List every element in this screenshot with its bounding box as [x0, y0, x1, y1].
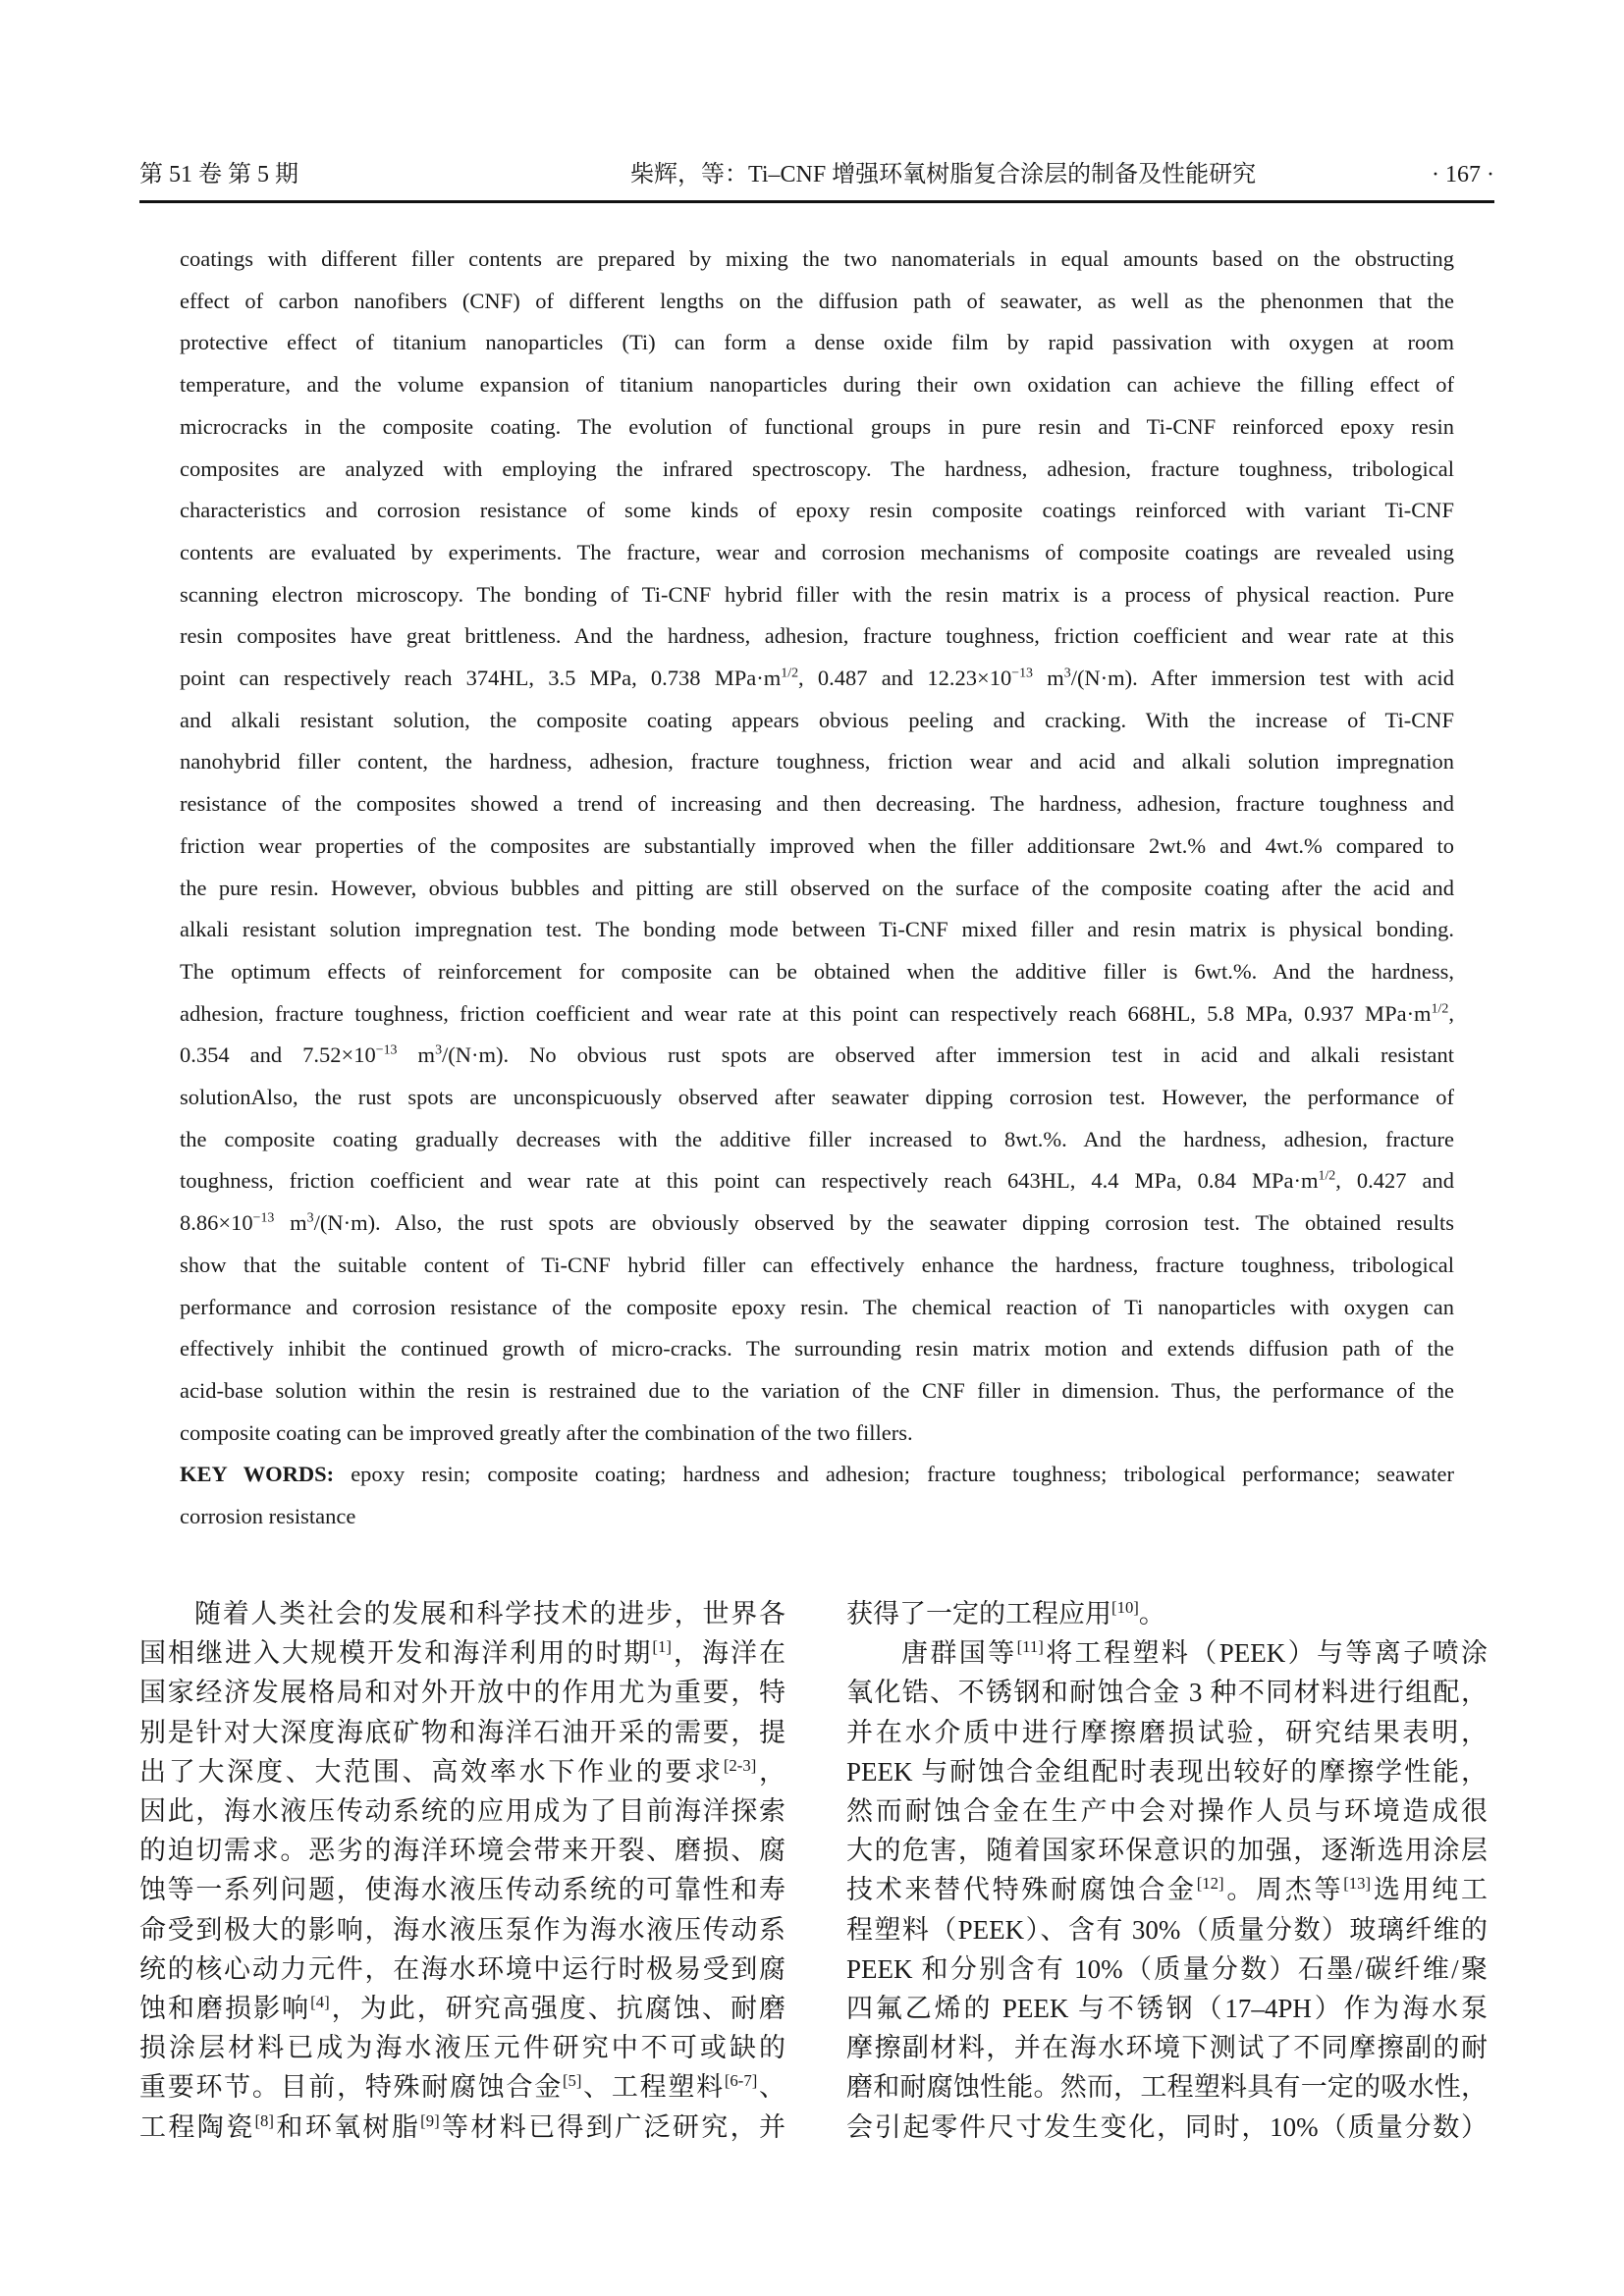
- text-segment: PEEK 与耐蚀合金组配时表现出较好的摩擦学性能，: [846, 1756, 1488, 1787]
- text-segment: 会引起零件尺寸发生变化，同时，10%（质量分数）: [846, 2111, 1488, 2142]
- text-segment: epoxy resin; composite coating; hardness and adhesion; fracture toughness; tribological performance; seawater: [334, 1462, 1454, 1487]
- running-title: 柴辉，等：Ti–CNF 增强环氧树脂复合涂层的制备及性能研究: [630, 162, 1257, 187]
- text-segment: scanning electron microscopy. The bonding of Ti-CNF hybrid filler with the resin matrix is a process of physical reaction. Pure: [180, 581, 1454, 607]
- text-line: [180, 700, 1454, 742]
- text-line: [180, 909, 1454, 951]
- text-segment: 然而耐蚀合金在生产中会对操作人员与环境造成很: [846, 1796, 1488, 1827]
- body-left-column: [139, 1594, 785, 2147]
- superscript: 3: [306, 1210, 314, 1226]
- text-line: [180, 951, 1454, 993]
- superscript: −13: [252, 1210, 275, 1226]
- text-segment: alkali resistant solution impregnation test. The bonding mode between Ti-CNF mixed filler and resin matrix is physical bonding.: [180, 917, 1454, 942]
- text-segment: 大的危害，随着国家环保意识的加强，逐渐选用涂层: [846, 1836, 1488, 1866]
- text-line: [180, 322, 1454, 364]
- text-line: [139, 2067, 785, 2107]
- text-line: [180, 1413, 1454, 1455]
- superscript: 1/2: [781, 666, 799, 681]
- text-line: [180, 490, 1454, 532]
- text-line: [180, 1160, 1454, 1202]
- text-segment: composites are analyzed with employing the infrared spectroscopy. The hardness, adhesion, fracture toughness, tribological: [180, 455, 1454, 481]
- text-line: [139, 1989, 785, 2028]
- superscript: [11]: [1016, 1637, 1044, 1657]
- superscript: [12]: [1196, 1874, 1224, 1894]
- superscript: 1/2: [1431, 1001, 1449, 1017]
- text-segment: 选用纯工: [1371, 1875, 1489, 1905]
- text-segment: ，为此，研究高强度、抗腐蚀、耐磨: [329, 1994, 786, 2024]
- text-segment: m: [1033, 666, 1064, 691]
- text-segment: 、: [757, 2072, 786, 2103]
- text-line: [180, 239, 1454, 281]
- superscript: −13: [375, 1042, 398, 1058]
- text-line: [846, 1949, 1488, 1989]
- text-segment: 工程陶瓷: [139, 2111, 255, 2142]
- text-segment: the pure resin. However, obvious bubbles and pitting are still observed on the surface of the composite coating after the acid and: [180, 875, 1454, 900]
- text-line: [180, 574, 1454, 616]
- text-segment: show that the suitable content of Ti-CNF hybrid filler can effectively enhance the hardness, fracture toughness, tribological: [180, 1252, 1454, 1277]
- body-right-column: [846, 1594, 1488, 2147]
- text-segment: composite coating can be improved greatly after the combination of the two fillers.: [180, 1419, 913, 1445]
- superscript: 3: [1063, 666, 1071, 681]
- text-line: [846, 1989, 1488, 2028]
- page-number: · 167 ·: [1432, 162, 1494, 187]
- text-line: [180, 1287, 1454, 1329]
- text-line: [139, 1870, 785, 1909]
- text-segment: nanohybrid filler content, the hardness, adhesion, fracture toughness, friction wear and acid and alkali solution impregnation: [180, 749, 1454, 774]
- text-line: [846, 1752, 1488, 1791]
- text-segment: 。周杰等: [1223, 1875, 1344, 1905]
- text-segment: friction wear properties of the composites are substantially improved when the filler additionsare 2wt.% and 4wt.% compared to: [180, 832, 1454, 858]
- superscript: [9]: [420, 2110, 440, 2130]
- text-line: [180, 281, 1454, 323]
- text-segment: 随着人类社会的发展和科学技术的进步，世界各: [194, 1599, 785, 1629]
- text-segment: performance and corrosion resistance of the composite epoxy resin. The chemical reaction of Ti nanoparticles with oxygen can: [180, 1294, 1454, 1319]
- text-segment: acid-base solution within the resin is restrained due to the variation of the CNF filler in dimension. Thus, the performance of the: [180, 1377, 1454, 1403]
- text-segment: coatings with different filler contents are prepared by mixing the two nanomaterials in equal amounts based on the obstructing: [180, 246, 1454, 271]
- text-segment: point can respectively reach 374HL, 3.5 MPa, 0.738 MPa·m: [180, 666, 782, 691]
- text-segment: 程塑料（PEEK）、含有 30%（质量分数）玻璃纤维的: [846, 1914, 1488, 1945]
- text-segment: temperature, and the volume expansion of titanium nanoparticles during their own oxidation can achieve the filling effect of: [180, 372, 1454, 398]
- text-segment: 四氟乙烯的 PEEK 与不锈钢（17–4PH）作为海水泵: [846, 1994, 1488, 2024]
- text-segment: 出了大深度、大范围、高效率水下作业的要求: [139, 1756, 724, 1787]
- text-segment: 0.354 and 7.52×10: [180, 1042, 376, 1068]
- superscript: [13]: [1343, 1874, 1372, 1894]
- text-segment: 、工程塑料: [581, 2072, 725, 2103]
- text-segment: resistance of the composites showed a trend of increasing and then decreasing. The hardness, adhesion, fracture toughness and: [180, 791, 1454, 817]
- superscript: [6-7]: [724, 2071, 758, 2091]
- superscript: 1/2: [1318, 1168, 1336, 1184]
- text-segment: 唐群国等: [901, 1638, 1017, 1669]
- text-line: [846, 1713, 1488, 1752]
- text-line: [139, 1831, 785, 1870]
- text-line: [846, 2067, 1488, 2107]
- text-segment: , 0.487 and 12.23×10: [798, 666, 1012, 691]
- text-segment: contents are evaluated by experiments. The fracture, wear and corrosion mechanisms of composite coatings are revealed using: [180, 539, 1454, 564]
- text-segment: 国相继进入大规模开发和海洋利用的时期: [139, 1638, 653, 1669]
- text-line: [180, 1119, 1454, 1161]
- text-segment: /(N·m). Also, the rust spots are obviously observed by the seawater dipping corrosion test. The obtained results: [313, 1210, 1454, 1236]
- text-segment: 获得了一定的工程应用: [846, 1599, 1111, 1629]
- text-segment: adhesion, fracture toughness, friction coefficient and wear rate at this point can respectively reach 668HL, 5.8 MPa, 0.937 MPa·m: [180, 1000, 1432, 1026]
- text-line: [180, 532, 1454, 574]
- english-abstract: [180, 239, 1454, 1538]
- text-line: [180, 1202, 1454, 1245]
- text-line: [180, 449, 1454, 491]
- text-line: [139, 1910, 785, 1949]
- text-line: [180, 615, 1454, 658]
- text-segment: 将工程塑料（PEEK）与等离子喷涂: [1043, 1638, 1489, 1669]
- text-line: [180, 993, 1454, 1036]
- superscript: 3: [435, 1042, 443, 1058]
- text-segment: characteristics and corrosion resistance of some kinds of epoxy resin composite coatings reinforced with variant Ti-CNF: [180, 498, 1454, 523]
- superscript: [2-3]: [723, 1755, 757, 1775]
- text-line: [846, 1910, 1488, 1949]
- text-line: [180, 1035, 1454, 1077]
- header-rule: [139, 200, 1494, 203]
- text-line: [139, 1713, 785, 1752]
- text-line: [180, 868, 1454, 910]
- volume-issue: 第 51 卷 第 5 期: [139, 162, 298, 187]
- text-segment: 等材料已得到广泛研究，并: [439, 2111, 786, 2142]
- text-line: [846, 2028, 1488, 2067]
- text-segment: 并在水介质中进行摩擦磨损试验，研究结果表明，: [846, 1717, 1488, 1747]
- text-line: [139, 1673, 785, 1712]
- text-segment: 别是针对大深度海底矿物和海洋石油开采的需要，提: [139, 1717, 785, 1747]
- text-segment: 氧化锆、不锈钢和耐蚀合金 3 种不同材料进行组配，: [846, 1678, 1488, 1708]
- text-segment: microcracks in the composite coating. The evolution of functional groups in pure resin and Ti-CNF reinforced epoxy resin: [180, 413, 1454, 439]
- text-segment: protective effect of titanium nanoparticles (Ti) can form a dense oxide film by rapid passivation with oxygen at room: [180, 330, 1454, 355]
- text-line: [180, 783, 1454, 826]
- text-line: [139, 1752, 785, 1791]
- text-segment: PEEK 和分别含有 10%（质量分数）石墨/碳纤维/聚: [846, 1953, 1488, 1984]
- text-line: [180, 826, 1454, 868]
- text-segment: toughness, friction coefficient and wear rate at this point can respectively reach 643HL, 4.4 MPa, 0.84 MPa·m: [180, 1168, 1319, 1194]
- text-segment: 蚀等一系列问题，使海水液压传动系统的可靠性和寿: [139, 1875, 785, 1905]
- text-line: [139, 1949, 785, 1989]
- text-line: [180, 1328, 1454, 1370]
- text-segment: 8.86×10: [180, 1210, 253, 1236]
- text-segment: 国家经济发展格局和对外开放中的作用尤为重要，特: [139, 1678, 785, 1708]
- text-segment: the composite coating gradually decreases with the additive filler increased to 8wt.%. And the hardness, adhesion, fracture: [180, 1126, 1454, 1151]
- text-segment: corrosion resistance: [180, 1504, 356, 1529]
- text-line: [139, 1633, 785, 1673]
- text-line: [180, 1370, 1454, 1413]
- text-segment: m: [397, 1042, 436, 1068]
- text-line: [846, 1633, 1488, 1673]
- text-line: [139, 1791, 785, 1831]
- text-segment: ，海洋在: [671, 1638, 786, 1669]
- superscript: [10]: [1111, 1598, 1139, 1617]
- text-line: [846, 1831, 1488, 1870]
- text-line: [846, 2108, 1488, 2147]
- text-segment: 和环氧树脂: [273, 2111, 421, 2142]
- text-line: [180, 364, 1454, 406]
- text-line: [180, 1077, 1454, 1119]
- text-segment: 重要环节。目前，特殊耐腐蚀合金: [139, 2072, 563, 2103]
- text-line: [139, 2108, 785, 2147]
- superscript: [8]: [254, 2110, 274, 2130]
- text-segment: /(N·m). After immersion test with acid: [1070, 666, 1454, 691]
- text-segment: 磨和耐腐蚀性能。然而，工程塑料具有一定的吸水性，: [846, 2072, 1488, 2103]
- text-line: [180, 741, 1454, 783]
- keywords-label: KEY WORDS:: [180, 1462, 335, 1487]
- keywords-line: [180, 1496, 1454, 1538]
- text-segment: /(N·m). No obvious rust spots are observed after immersion test in acid and alkali resistant: [442, 1042, 1454, 1068]
- superscript: [1]: [652, 1637, 672, 1657]
- text-segment: 。: [1138, 1599, 1165, 1629]
- text-segment: 统的核心动力元件，在海水环境中运行时极易受到腐: [139, 1953, 785, 1984]
- text-segment: 蚀和磨损影响: [139, 1994, 311, 2024]
- text-segment: The optimum effects of reinforcement for composite can be obtained when the additive filler is 6wt.%. And the hardness,: [180, 958, 1454, 984]
- superscript: [4]: [310, 1993, 330, 2012]
- text-segment: , 0.427 and: [1335, 1168, 1454, 1194]
- text-segment: 因此，海水液压传动系统的应用成为了目前海洋探索: [139, 1796, 785, 1827]
- text-segment: solutionAlso, the rust spots are unconspicuously observed after seawater dipping corrosion test. However, the performance of: [180, 1085, 1454, 1110]
- keywords-line: [180, 1454, 1454, 1496]
- text-segment: m: [274, 1210, 307, 1236]
- text-line: [180, 1245, 1454, 1287]
- text-segment: 摩擦副材料，并在海水环境下测试了不同摩擦副的耐: [846, 2033, 1488, 2063]
- text-line: [139, 1594, 785, 1633]
- superscript: [5]: [562, 2071, 582, 2091]
- text-segment: 损涂层材料已成为海水液压元件研究中不可或缺的: [139, 2033, 785, 2063]
- running-header: [139, 157, 1494, 192]
- text-segment: and alkali resistant solution, the composite coating appears obvious peeling and cracking. With the increase of Ti-CNF: [180, 707, 1454, 732]
- text-segment: effect of carbon nanofibers (CNF) of different lengths on the diffusion path of seawater, as well as the phenonmen that the: [180, 288, 1454, 313]
- text-segment: ,: [1448, 1000, 1454, 1026]
- text-segment: resin composites have great brittleness. And the hardness, adhesion, fracture toughness, friction coefficient and wear rate at this: [180, 623, 1454, 649]
- text-line: [846, 1673, 1488, 1712]
- text-line: [139, 2028, 785, 2067]
- text-segment: ，: [756, 1756, 786, 1787]
- text-line: [180, 406, 1454, 449]
- text-segment: 命受到极大的影响，海水液压泵作为海水液压传动系: [139, 1914, 785, 1945]
- text-line: [846, 1870, 1488, 1909]
- superscript: −13: [1011, 666, 1034, 681]
- text-line: [846, 1594, 1488, 1633]
- text-segment: 技术来替代特殊耐腐蚀合金: [846, 1875, 1197, 1905]
- text-line: [180, 658, 1454, 700]
- text-segment: effectively inhibit the continued growth of micro-cracks. The surrounding resin matrix motion and extends diffusion path of the: [180, 1336, 1454, 1362]
- text-line: [846, 1791, 1488, 1831]
- text-segment: 的迫切需求。恶劣的海洋环境会带来开裂、磨损、腐: [139, 1836, 785, 1866]
